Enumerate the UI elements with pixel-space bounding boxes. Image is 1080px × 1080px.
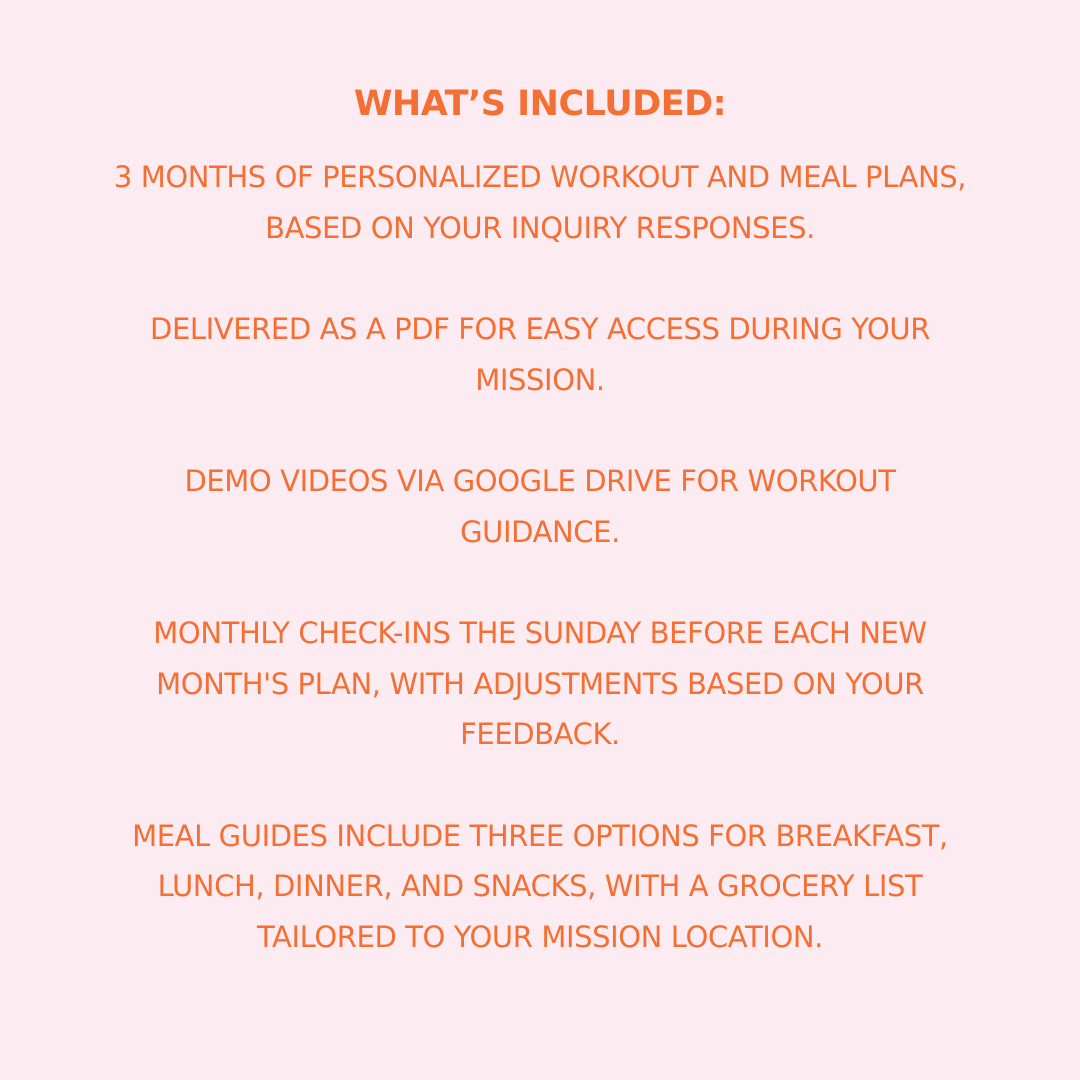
included-item-personalized-plans: 3 MONTHS OF PERSONALIZED WORKOUT AND MEAL PLANS, BASED ON YOUR INQUIRY RESPONSES. (113, 160, 967, 245)
included-item-pdf-delivery: DELIVERED AS A PDF FOR EASY ACCESS DURING YOUR MISSION. (150, 312, 930, 397)
included-item-meal-guides: MEAL GUIDES INCLUDE THREE OPTIONS FOR BREAKFAST, LUNCH, DINNER, AND SNACKS, WITH A GROCERY LIST TAILORED TO YOUR MISSION LOCATION. (132, 818, 948, 954)
section-heading: WHAT’S INCLUDED: (353, 84, 727, 124)
included-list (0, 152, 1080, 962)
included-item-monthly-check-ins: MONTHLY CHECK-INS THE SUNDAY BEFORE EACH NEW MONTH'S PLAN, WITH ADJUSTMENTS BASED ON YOUR FEEDBACK. (153, 616, 927, 751)
included-item-demo-videos: DEMO VIDEOS VIA GOOGLE DRIVE FOR WORKOUT GUIDANCE. (184, 464, 896, 549)
